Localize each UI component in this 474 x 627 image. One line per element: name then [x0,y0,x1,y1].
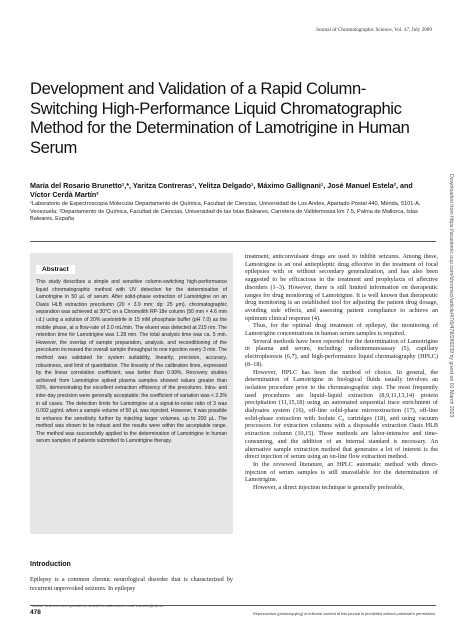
header-divider [30,241,436,242]
paragraph: Thus, for the optimal drug treatment of epilepsy, the monitoring of Lamotrigine concentrations in human serum samples is required. [245,322,438,338]
introduction-heading: Introduction [30,561,71,568]
author-affiliations: ¹Laboratorio de Espectroscopia Molecular Departamento de Química, Facultad de Ciencias, Universidad de Los Andes, Apartado Postal 440, Mérida, 5101-A, Venezuela; ²Departamento de Química, Facultad de Ciencias, Universidad de las Islas Baleares, Carretera de Valldemossa km 7.5, Palma de Mallorca, Islas Baleares, España [30,201,421,223]
article-title: Development and Validation of a Rapid Column-Switching High-Performance Liquid Chromatographic Method for the Determination of Lamotrigine in Human Serum [30,79,410,157]
copyright-notice: Reproduction (photocopying) of editorial content of this journal is prohibited without publisher's permission. [252,611,436,616]
paragraph: In the reviewed literature, an HPLC automatic method with direct-injection of serum samples is still unavailable for the determination of Lamotrigine. [245,460,438,484]
right-column-text [245,253,438,492]
page-number: 478 [30,609,41,616]
correspondence-footnote: * Author to whom correspondence should be addressed: email brunetto@ula.ve [30,604,164,608]
download-watermark [448,174,460,608]
paragraph: However, HPLC has been the method of choice. In general, the determination of Lamotrigine in biological fluids usually involves an isolation procedure prior to the chromatographic step. The most frequently used procedures are liquid–liquid extraction (8,9,11,13,14) protein precipitation (11,15,18) using an automated sequential trace enrichment of dialysates system (16), off-line solid-phase microextraction (17), off-line solid-phase extraction with Isolute C₈ cartridges (18), and using vacuum processors for extraction columns with a disposable extraction Oasis HLB extraction column (10,15). These methods are labor-intensive and time-consuming, and the addition of an internal standard is necessary. An alternative sample extraction method that generates a lot of interest is the direct injection of serum using an on-line flow extraction method. [245,368,438,461]
download-watermark-text: Downloaded from https://academic.oup.com/chromsci/article/47/6/478/280239 by guest on 01 March 2023 [448,174,454,418]
introduction-text: Epilepsy is a common chronic neurological disorder that is characterized by recurrent unprovoked seizures. In epilepsy [30,576,233,592]
abstract-heading: Abstract [36,265,75,274]
abstract-box [30,253,233,534]
footer-divider [30,605,436,606]
paragraph: treatment, anticonvulsant drugs are used to inhibit seizures. Among these, Lamotrigine is an oral antiepileptic drug effective in the treatment of focal epilepsies with or without secondary generalization, and has also been suggested to be efficacious in the treatment and prophylaxis of affective disorders (1–3). However, there is still limited information on therapeutic ranges for drug monitoring of Lamotrigine. It is well known that therapeutic drug monitoring is an established tool for adjusting the patient drug dosage, avoiding side effects, and assessing patient compliance to achieve an optimum clinical response (4). [245,253,438,322]
author-list: María del Rosario Brunetto¹,*, Yaritza Contreras¹, Yelitza Delgado¹, Máximo Gallignani¹, José Manuel Estela², and Víctor Cerdà Martín² [30,181,413,200]
paragraph: Several methods have been reported for the determination of Lamotrigine in plasma and serum, including: radioimmunoassay (5), capillary electrophoresis (6,7), and high-performance liquid chromatography (HPLC) (8–18). [245,337,438,368]
abstract-text: This study describes a simple and sensitive column-switching high-performance liquid chromatographic method with UV detection for the determination of Lamotrigine in 50 μL of serum. After solid-phase extraction of Lamotrigine on an Oasis HLB extraction precolumn (20 × 3.9 mm; dp: 25 μm), chromatographic separation was achieved at 30°C on a Chromolith RP-18e column (50 mm × 4.6 mm i.d.) using a solution of 20% acetonitrile in 15 mM phosphate buffer (pH 7.0) as the mobile phase, at a flow-rate of 2.0 mL/min. The eluent was detected at 215 nm. The retention time for Lamotrigine was 1.28 min. The total analysis time was ca. 5 min. However, the overlap of sample preparation, analysis, and reconditioning of the precolumn increased the overall sample throughput to one injection every 3 min. The method was validated for system suitability, linearity, precision, accuracy, robustness, and limit of quantitation. The linearity of the calibration lines, expressed by the linear correlation coefficient, was better than 0.99%. Recovery studies achieved from Lamotrigine spiked plasma samples showed values greater than 93%, demonstrating the excellent extraction efficiency of the precolumn. Intra- and inter-day precision were generally acceptable; the coefficient of variation was < 2.3% in all cases. The detection limits for Lamotrigine at a signal-to-noise ratio of 3 was 0.002 μg/mL when a sample volume of 50 μL was injected. However, it was possible to enhance the sensitivity further by injecting larger volumes, up to 200 μL. The method was shown to be robust and the results were within the acceptable range. The method was successfully applied to the determination of Lamotrigine in human serum samples of patients submitted to Lamotrigine therapy. [36,279,227,445]
paragraph: However, a direct injection technique is generally preferable, [253,484,405,492]
journal-header: Journal of Chromatographic Science, Vol. 47, July 2009 [315,27,432,33]
